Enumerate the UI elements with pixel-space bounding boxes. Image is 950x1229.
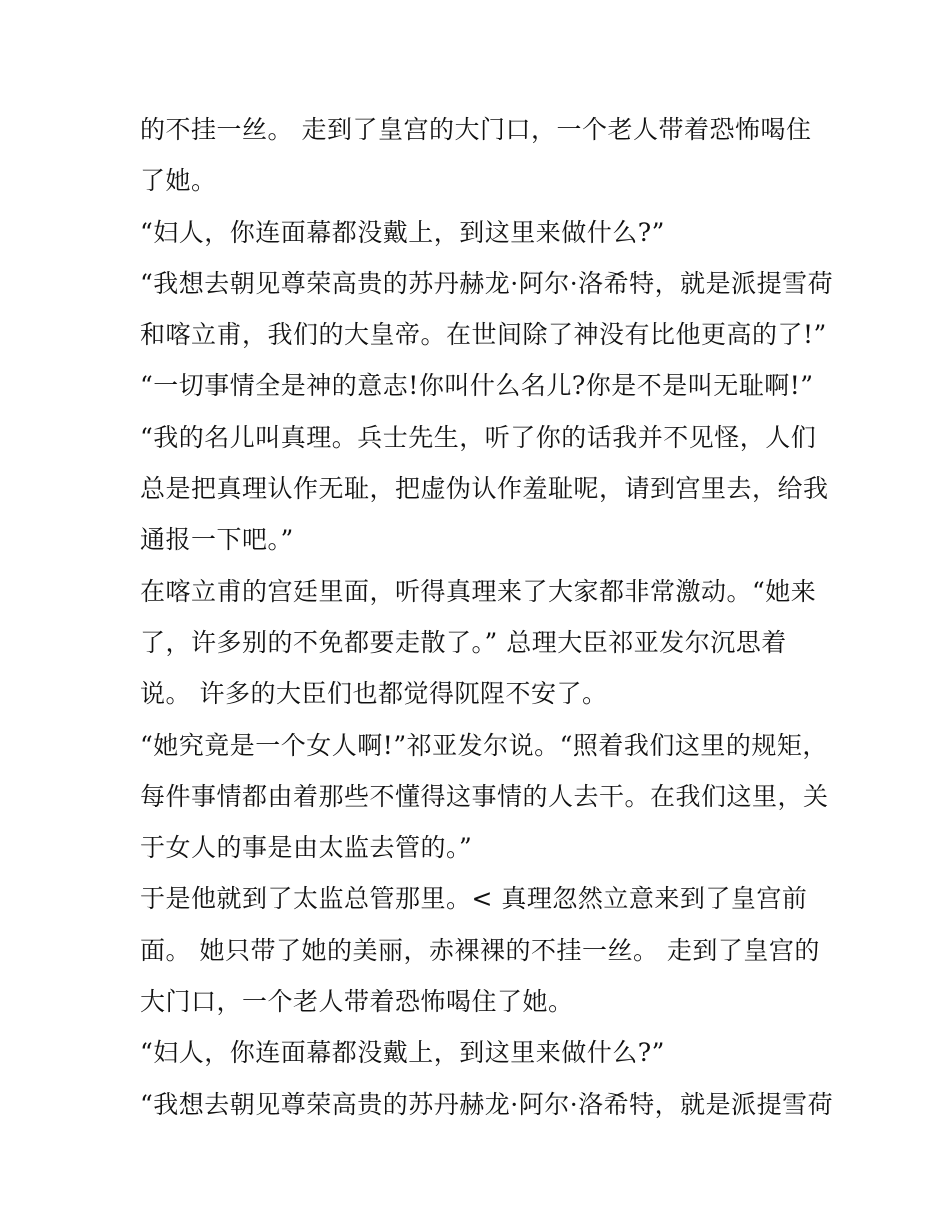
text-line: “我想去朝见尊荣高贵的苏丹赫龙·阿尔·洛希特，就是派提雪荷 xyxy=(140,268,834,298)
text-line: “我的名儿叫真理。兵士先生，听了你的话我并不见怪，人们 xyxy=(140,422,817,452)
text-line: “妇人，你连面幕都没戴上，到这里来做什么?” xyxy=(140,217,665,247)
text-line: 于女人的事是由太监去管的。” xyxy=(140,833,473,863)
text-line: 在喀立甫的宫廷里面，听得真理来了大家都非常激动。“她来 xyxy=(140,576,817,606)
text-line: 面。 她只带了她的美丽，赤裸裸的不挂一丝。 走到了皇宫的 xyxy=(140,935,820,965)
text-line: 于是他就到了太监总管那里。< 真理忽然立意来到了皇宫前 xyxy=(140,884,808,914)
text-line: 大门口，一个老人带着恐怖喝住了她。 xyxy=(140,987,574,1017)
text-line: 说。 许多的大臣们也都觉得阢陧不安了。 xyxy=(140,679,608,709)
text-line: “我想去朝见尊荣高贵的苏丹赫龙·阿尔·洛希特，就是派提雪荷 xyxy=(140,1089,834,1119)
text-line: 每件事情都由着那些不懂得这事情的人去干。在我们这里，关 xyxy=(140,781,829,811)
text-line: 的不挂一丝。 走到了皇宫的大门口，一个老人带着恐怖喝住 xyxy=(140,115,812,144)
text-line: “她究竟是一个女人啊!”祁亚发尔说。“照着我们这里的规矩， xyxy=(140,730,828,760)
text-line: 通报一下吧。” xyxy=(140,525,294,555)
text-line: 和喀立甫，我们的大皇帝。在世间除了神没有比他更高的了!” xyxy=(140,320,827,350)
text-line: “一切事情全是神的意志!你叫什么名儿?你是不是叫无耻啊!” xyxy=(140,371,814,401)
text-line: 了她。 xyxy=(140,166,217,196)
text-line: 了，许多别的不免都要走散了。” 总理大臣祁亚发尔沉思着 xyxy=(140,627,787,657)
text-line: 总是把真理认作无耻，把虚伪认作羞耻呢，请到宫里去，给我 xyxy=(140,474,829,504)
body-text xyxy=(140,104,834,1130)
text-line: “妇人，你连面幕都没戴上，到这里来做什么?” xyxy=(140,1038,665,1068)
